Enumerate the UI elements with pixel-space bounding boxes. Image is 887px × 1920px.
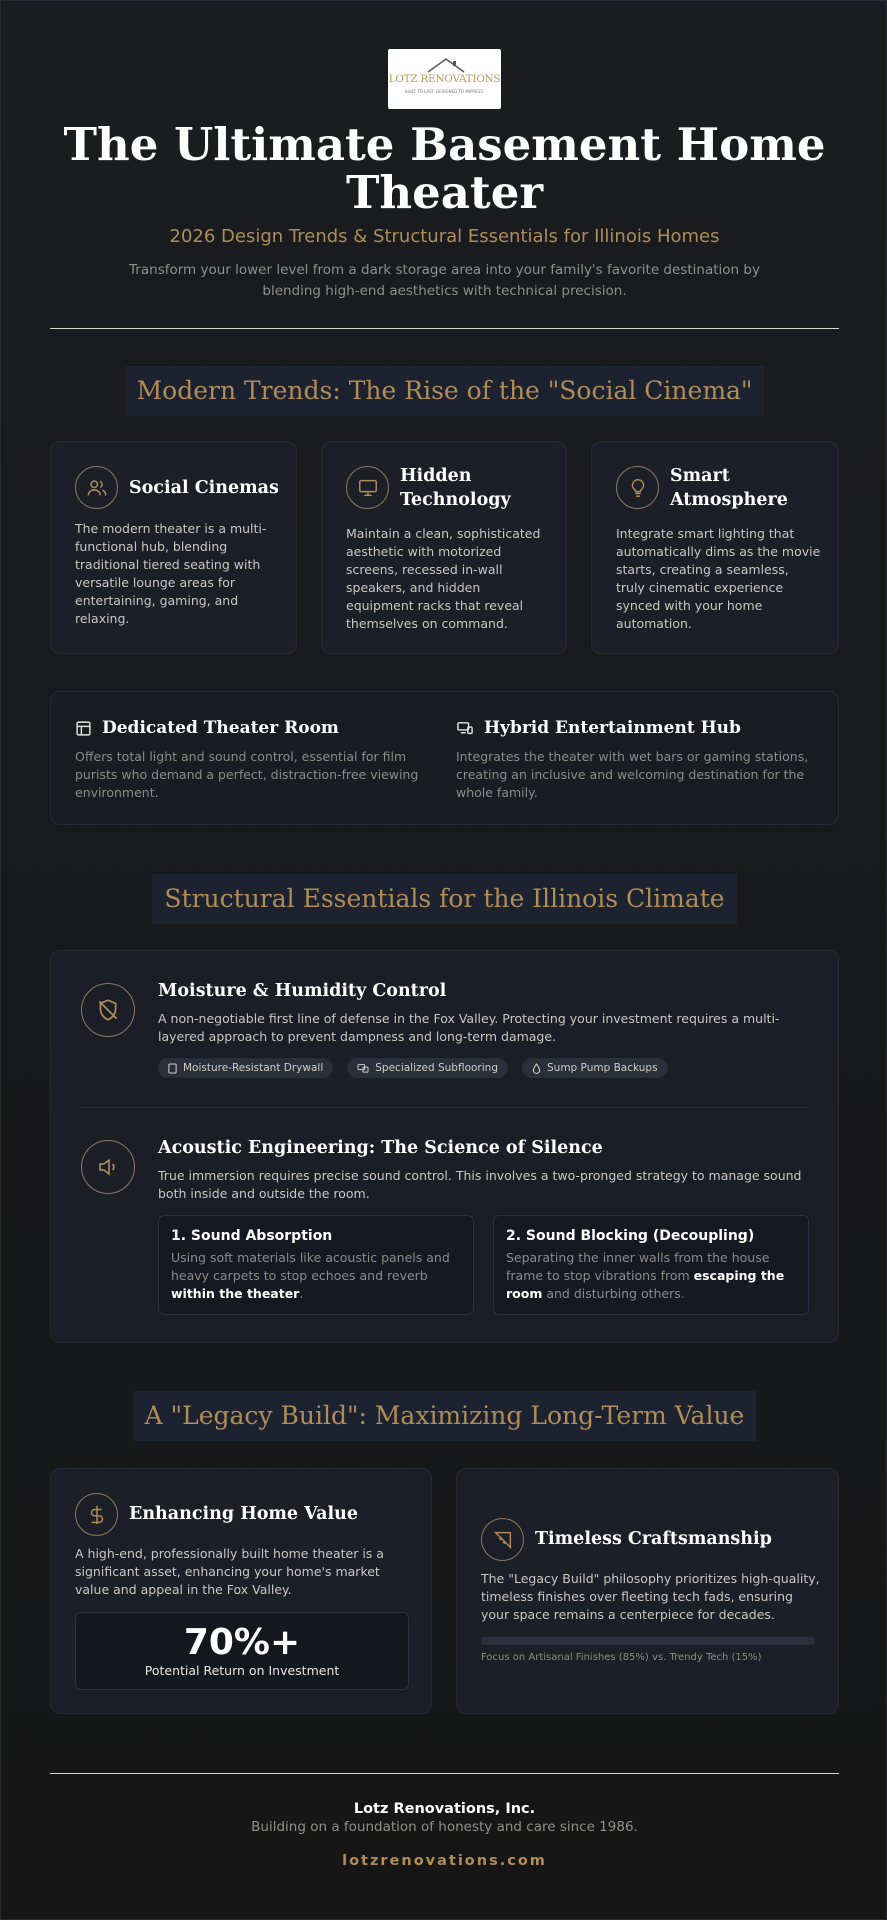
- trend-card-smart-atmosphere: [591, 441, 839, 654]
- blocking-title: 2. Sound Blocking (Decoupling): [506, 1228, 755, 1244]
- chip-subflooring: Specialized Subflooring: [347, 1058, 508, 1078]
- trends-heading: Modern Trends: The Rise of the "Social Cinema": [125, 366, 765, 416]
- layers-icon: [357, 1063, 369, 1073]
- blocking-emphasis: escaping the room: [506, 1268, 785, 1301]
- lightbulb-icon: [616, 466, 659, 509]
- absorption-title: 1. Sound Absorption: [171, 1228, 333, 1244]
- footer-company: Lotz Renovations, Inc.: [353, 1801, 536, 1817]
- option-text: Integrates the theater with wet bars or gaming stations, creating an inclusive and welcoming destination for the whole family.: [456, 749, 809, 800]
- logo-name: LOTZ RENOVATIONS: [388, 73, 501, 85]
- section-divider: [81, 1107, 808, 1108]
- footer-website-link[interactable]: lotzrenovations.com: [342, 1853, 547, 1869]
- panel-icon: [168, 1063, 177, 1074]
- acoustic-title: Acoustic Engineering: The Science of Silence: [158, 1138, 603, 1158]
- trend-card-hidden-technology: [321, 441, 567, 654]
- progress-label: Focus on Artisanal Finishes (85%) vs. Trendy Tech (15%): [481, 1652, 762, 1663]
- blocking-end: and disturbing others.: [542, 1286, 685, 1301]
- home-value-card: [50, 1468, 432, 1714]
- moisture-title: Moisture & Humidity Control: [158, 981, 447, 1001]
- footer-tagline: Building on a foundation of honesty and care since 1986.: [251, 1819, 638, 1835]
- absorption-end: .: [299, 1286, 304, 1301]
- finishes-progress-bar: [481, 1637, 815, 1645]
- option-title: Hybrid Entertainment Hub: [484, 718, 741, 738]
- blocking-text: Separating the inner walls from the house frame to stop vibrations from: [506, 1250, 770, 1283]
- option-title: Dedicated Theater Room: [102, 718, 339, 738]
- ruler-square-icon: [481, 1518, 524, 1561]
- logo-tagline: BUILT TO LAST. DESIGNED TO IMPRESS.: [404, 89, 485, 94]
- card-title: Smart Atmosphere: [670, 466, 788, 510]
- finishes-progress-fill: [481, 1637, 765, 1645]
- value-text: A high-end, professionally built home theater is a significant asset, enhancing your home's market value and appeal in the Fox Valley.: [75, 1546, 384, 1597]
- card-text: The modern theater is a multi-functional hub, blending traditional tiered seating with versatile lounge areas for entertaining, gaming, and relaxing.: [75, 521, 267, 626]
- structural-heading: Structural Essentials for the Illinois Climate: [152, 874, 736, 924]
- craft-title: Timeless Craftsmanship: [535, 1529, 772, 1549]
- card-text: Maintain a clean, sophisticated aesthetic with motorized screens, recessed in-wall speakers, and hidden equipment racks that reveal themselves on command.: [346, 526, 541, 631]
- acoustic-text: True immersion requires precise sound control. This involves a two-pronged strategy to manage sound both inside and outside the room.: [158, 1168, 802, 1201]
- dollar-icon: [75, 1493, 118, 1536]
- layout-icon: [75, 720, 92, 737]
- house-roof-icon: [426, 57, 466, 73]
- value-title: Enhancing Home Value: [129, 1504, 358, 1524]
- page-subtitle: 2026 Design Trends & Structural Essentials for Illinois Homes: [169, 226, 720, 247]
- shield-off-icon: [81, 983, 135, 1037]
- moisture-chips: [158, 1058, 668, 1078]
- legacy-heading: A "Legacy Build": Maximizing Long-Term Value: [133, 1391, 757, 1441]
- craft-text: The "Legacy Build" philosophy prioritizes high-quality, timeless finishes over fleeting tech fads, ensuring your space remains a centerpiece for decades.: [481, 1571, 820, 1622]
- roi-stat-box: [75, 1612, 409, 1690]
- chip-drywall: Moisture-Resistant Drywall: [158, 1058, 333, 1078]
- absorption-text: Using soft materials like acoustic panels and heavy carpets to stop echoes and reverb: [171, 1250, 450, 1283]
- trend-card-social-cinemas: [50, 441, 297, 654]
- card-title: Social Cinemas: [129, 478, 279, 498]
- theater-options-panel: [50, 691, 839, 825]
- option-text: Offers total light and sound control, essential for film purists who demand a perfect, distraction-free viewing environment.: [75, 749, 419, 800]
- sound-absorption-card: [158, 1215, 474, 1315]
- structural-panel: [50, 950, 839, 1343]
- monitor-icon: [346, 466, 389, 509]
- gamepad-icon: [456, 720, 474, 737]
- speaker-icon: [81, 1140, 135, 1194]
- droplet-icon: [532, 1063, 541, 1074]
- chip-sump-pump: Sump Pump Backups: [522, 1058, 668, 1078]
- page-title: The Ultimate Basement Home Theater: [63, 118, 826, 219]
- users-icon: [75, 466, 118, 509]
- roi-stat: 70%+: [183, 1622, 301, 1663]
- header-divider: [50, 328, 839, 329]
- sound-blocking-card: [493, 1215, 809, 1315]
- roi-label: Potential Return on Investment: [144, 1663, 340, 1678]
- absorption-emphasis: within the theater: [171, 1286, 300, 1301]
- moisture-text: A non-negotiable first line of defense in the Fox Valley. Protecting your investment requires a multi-layered approach to prevent dampness and long-term damage.: [158, 1011, 780, 1044]
- card-text: Integrate smart lighting that automatically dims as the movie starts, creating a seamless, truly cinematic experience synced with your home automation.: [616, 526, 821, 631]
- footer-divider: [50, 1773, 839, 1774]
- company-logo: [388, 49, 501, 109]
- craftsmanship-card: [456, 1468, 839, 1714]
- intro-text: Transform your lower level from a dark storage area into your family's favorite destination by blending high-end aesthetics with technical precision.: [129, 262, 760, 299]
- card-title: Hidden Technology: [400, 466, 511, 510]
